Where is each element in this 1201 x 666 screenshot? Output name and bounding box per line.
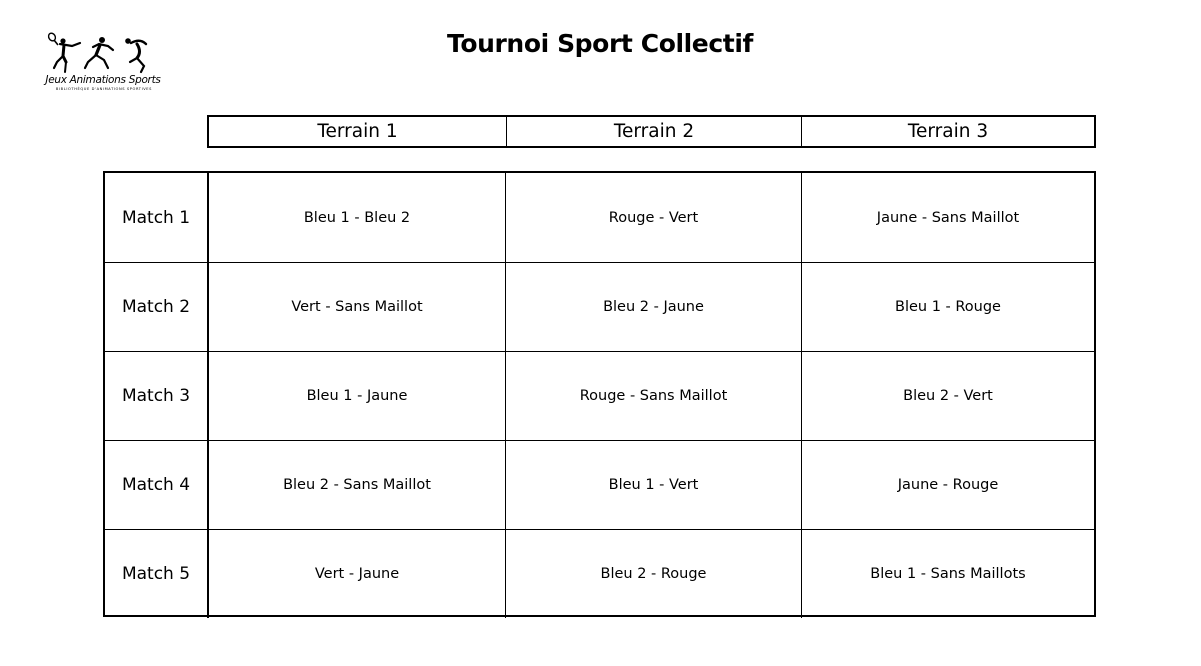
table-row — [105, 262, 1094, 351]
match-cell: Vert - Jaune — [314, 566, 400, 582]
table-row — [105, 351, 1094, 440]
match-cell: Bleu 1 - Sans Maillots — [801, 530, 1094, 618]
match-cell: Jaune - Sans Maillot — [801, 173, 1094, 262]
match-cell: Jaune - Rouge — [801, 441, 1094, 529]
logo-text: Jeux Animations Sports — [45, 74, 161, 86]
match-label: Match 3 — [105, 352, 209, 440]
match-schedule-table — [103, 171, 1096, 617]
terrain-header — [207, 115, 1096, 148]
terrain-header-2: Terrain 2 — [506, 117, 801, 146]
match-cell: Bleu 1 - Jaune — [306, 388, 408, 404]
match-label: Match 4 — [105, 441, 209, 529]
sport-figures-icon — [36, 32, 168, 76]
match-label: Match 1 — [105, 173, 209, 262]
match-cell: Vert - Sans Maillot — [291, 299, 423, 315]
table-row — [105, 529, 1094, 618]
logo-subtext: BIBLIOTHÈQUE D'ANIMATIONS SPORTIVES — [55, 87, 153, 91]
match-cell: Rouge - Sans Maillot — [505, 352, 801, 440]
match-cell: Bleu 1 - Bleu 2 — [303, 209, 411, 226]
match-cell: Rouge - Vert — [505, 173, 801, 262]
match-cell: Bleu 2 - Jaune — [505, 263, 801, 351]
terrain-header-3: Terrain 3 — [801, 117, 1094, 146]
match-label: Match 2 — [105, 263, 209, 351]
match-cell: Bleu 2 - Rouge — [505, 530, 801, 618]
table-row — [105, 440, 1094, 529]
terrain-header-1: Terrain 1 — [317, 121, 398, 142]
match-label: Match 5 — [105, 530, 209, 618]
page-title: Tournoi Sport Collectif — [447, 29, 753, 58]
match-cell: Bleu 2 - Vert — [801, 352, 1094, 440]
match-cell: Bleu 1 - Rouge — [801, 263, 1094, 351]
table-row — [105, 173, 1094, 262]
match-cell: Bleu 1 - Vert — [505, 441, 801, 529]
match-cell: Bleu 2 - Sans Maillot — [283, 477, 431, 493]
logo — [36, 32, 168, 94]
